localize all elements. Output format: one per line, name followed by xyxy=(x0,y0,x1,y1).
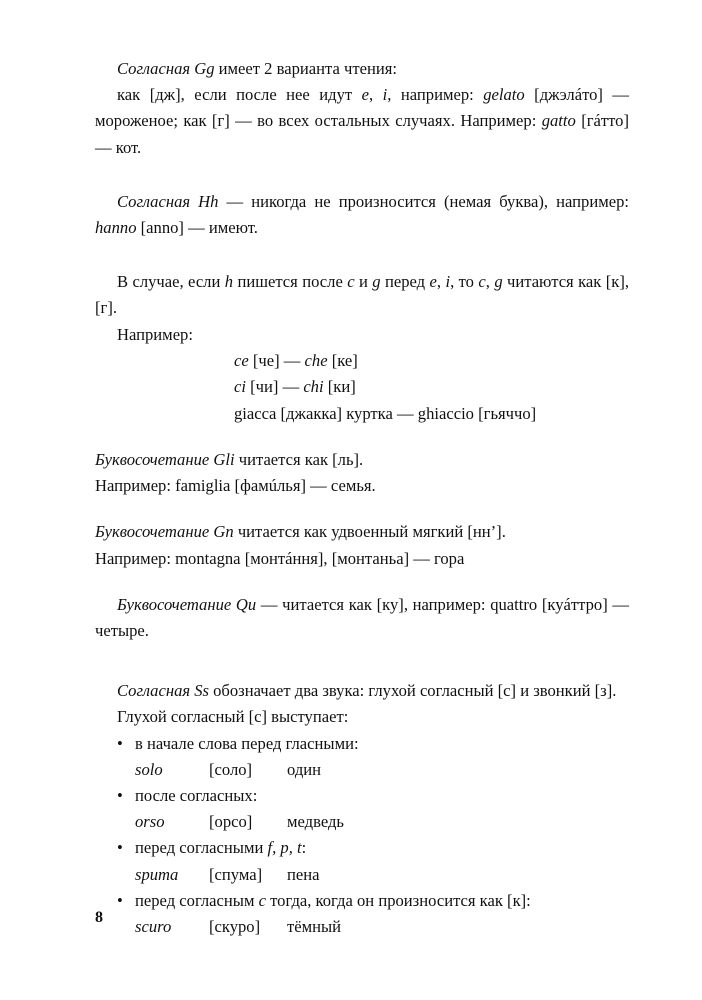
example-gloss: один xyxy=(287,759,322,779)
text-run: после согласных: xyxy=(135,786,258,806)
text-run: — читается как [ку], например: quattro [куáттро] — четыре. xyxy=(95,594,629,641)
example-right-term: che xyxy=(304,350,328,370)
example-right-transcription: [ке] xyxy=(327,350,358,370)
letter-g: g xyxy=(494,272,503,292)
list-item xyxy=(95,783,629,809)
letter-c: c xyxy=(478,272,486,292)
paragraph-hh xyxy=(95,189,629,241)
letter-g: g xyxy=(372,272,381,292)
example-right-term: chi xyxy=(303,377,324,397)
paragraph-gn-example: Например: montagna [монтáння], [монтаньа] — гора xyxy=(95,548,465,568)
text-run: пишется после xyxy=(233,272,348,292)
paragraph-qu xyxy=(95,592,629,644)
heading-bukvosochetanie-gli: Буквосочетание Gli xyxy=(95,450,235,470)
text-run: [anno] — имеют. xyxy=(136,218,258,238)
text-run: , xyxy=(368,85,383,105)
list-item xyxy=(95,888,629,914)
text-run-italic: f, p, t xyxy=(267,838,302,858)
letter-h: h xyxy=(224,272,234,292)
bullet-list-voiceless-s xyxy=(95,731,629,941)
example-row xyxy=(95,914,629,940)
list-item-text xyxy=(135,838,306,857)
example-right-transcription: [ки] xyxy=(323,377,356,397)
example-transcription: [спума] xyxy=(209,864,263,884)
list-item xyxy=(95,835,629,861)
spacer xyxy=(95,161,629,189)
example-block-ce-ci xyxy=(95,348,629,427)
example-right-term: ghiaccio xyxy=(417,403,474,423)
heading-soglasnaya-gg: Согласная Gg xyxy=(117,59,215,78)
example-left-term: ci xyxy=(234,377,246,397)
heading-bukvosochetanie-gn: Буквосочетание Gn xyxy=(95,522,234,542)
example-left-transcription: [чи] xyxy=(245,377,279,397)
heading-soglasnaya-ss: Согласная Ss xyxy=(117,681,209,701)
example-dash: — xyxy=(279,350,305,370)
list-item-text xyxy=(135,734,359,753)
paragraph-gn xyxy=(95,519,629,545)
example-gloss: пена xyxy=(287,864,320,884)
spacer xyxy=(95,427,629,447)
text-run: как [дж], если после нее идут xyxy=(117,85,362,105)
spacer xyxy=(95,644,629,678)
example-term: scuro xyxy=(135,917,172,937)
example-row xyxy=(95,757,629,783)
example-dash: — xyxy=(392,403,418,423)
text-run: , например: xyxy=(387,85,484,105)
heading-bukvosochetanie-qu: Буквосочетание Qu xyxy=(117,594,257,614)
letter-e: e xyxy=(429,272,437,292)
text-run: перед согласными xyxy=(135,838,268,858)
example-right-transcription: [гьяччо] xyxy=(473,403,537,423)
bullet-icon: • xyxy=(117,838,123,858)
page-content xyxy=(95,56,629,940)
text-run: — никогда не произносится (немая буква), например: xyxy=(218,191,629,211)
text-run: , xyxy=(436,272,446,292)
text-run: , то xyxy=(450,272,479,292)
example-left-term: ce xyxy=(234,350,249,370)
example-row xyxy=(95,809,629,835)
example-dash: — xyxy=(278,377,304,397)
text-run: В случае, если xyxy=(117,272,225,292)
bullet-icon: • xyxy=(117,786,123,806)
example-left-transcription: [че] xyxy=(248,350,280,370)
text-run: : xyxy=(301,838,307,858)
example-left-term: giacca xyxy=(234,403,277,423)
list-item-text xyxy=(135,891,531,910)
letter-i: i xyxy=(445,272,451,292)
word-gelato: gelato xyxy=(483,85,525,105)
example-row xyxy=(95,862,629,888)
example-line xyxy=(234,374,629,400)
example-left-transcription: [джакка] куртка xyxy=(276,403,393,423)
paragraph-ch-gh-rule xyxy=(95,269,629,321)
example-transcription: [соло] xyxy=(209,759,253,779)
bullet-icon: • xyxy=(117,890,123,910)
paragraph-ss-voiceless-intro: Глухой согласный [с] выступает: xyxy=(117,707,349,727)
text-run: [гáтто] — кот. xyxy=(95,111,629,157)
text-run: перед согласным xyxy=(135,890,259,910)
text-run: читается как удвоенный мягкий [нн’]. xyxy=(233,522,506,542)
text-run: , xyxy=(485,272,495,292)
example-term: spuma xyxy=(135,864,179,884)
example-gloss: тёмный xyxy=(287,917,342,937)
example-transcription: [скуро] xyxy=(209,917,261,937)
text-run: тогда, когда он произносится как [к]: xyxy=(265,890,531,910)
example-transcription: [орсо] xyxy=(209,812,253,832)
example-line xyxy=(234,401,629,427)
text-run: перед xyxy=(380,272,430,292)
word-hanno: hanno xyxy=(95,218,137,238)
text-run: и xyxy=(354,272,373,292)
spacer xyxy=(95,499,629,519)
paragraph-gg-intro-rest: имеет 2 варианта чтения: xyxy=(214,59,397,78)
list-item xyxy=(95,731,629,757)
text-run: читаются как [к], [г]. xyxy=(95,272,629,318)
paragraph-naprimer-label: Например: xyxy=(117,324,193,344)
text-run: обозначает два звука: глухой согласный [с] и звонкий [з]. xyxy=(208,681,617,701)
text-run: [джэлáто] — мороженое; как [г] — во всех остальных случаях. Например: xyxy=(95,85,630,131)
spacer xyxy=(95,572,629,592)
letter-c: c xyxy=(347,272,355,292)
example-term: orso xyxy=(135,812,165,832)
bullet-icon: • xyxy=(117,733,123,753)
word-gatto: gatto xyxy=(541,111,576,131)
text-run-italic: c xyxy=(258,890,266,910)
example-term: solo xyxy=(135,759,163,779)
list-item-text xyxy=(135,786,257,805)
spacer xyxy=(95,241,629,269)
paragraph-gg-intro xyxy=(95,56,629,82)
paragraph-gg-body xyxy=(95,82,629,161)
example-line xyxy=(234,348,629,374)
paragraph-gli-example: Например: famiglia [фамúлья] — семья. xyxy=(95,476,376,496)
paragraph-ss xyxy=(95,678,629,704)
paragraph-gli xyxy=(95,447,629,473)
text-run: в начале слова перед гласными: xyxy=(135,733,359,753)
letter-e: e xyxy=(361,85,369,105)
page-number: 8 xyxy=(95,909,103,926)
letter-i: i xyxy=(382,85,388,105)
example-gloss: медведь xyxy=(287,812,344,832)
heading-soglasnaya-hh: Согласная Hh xyxy=(117,191,219,211)
text-run: читается как [ль]. xyxy=(234,450,364,470)
